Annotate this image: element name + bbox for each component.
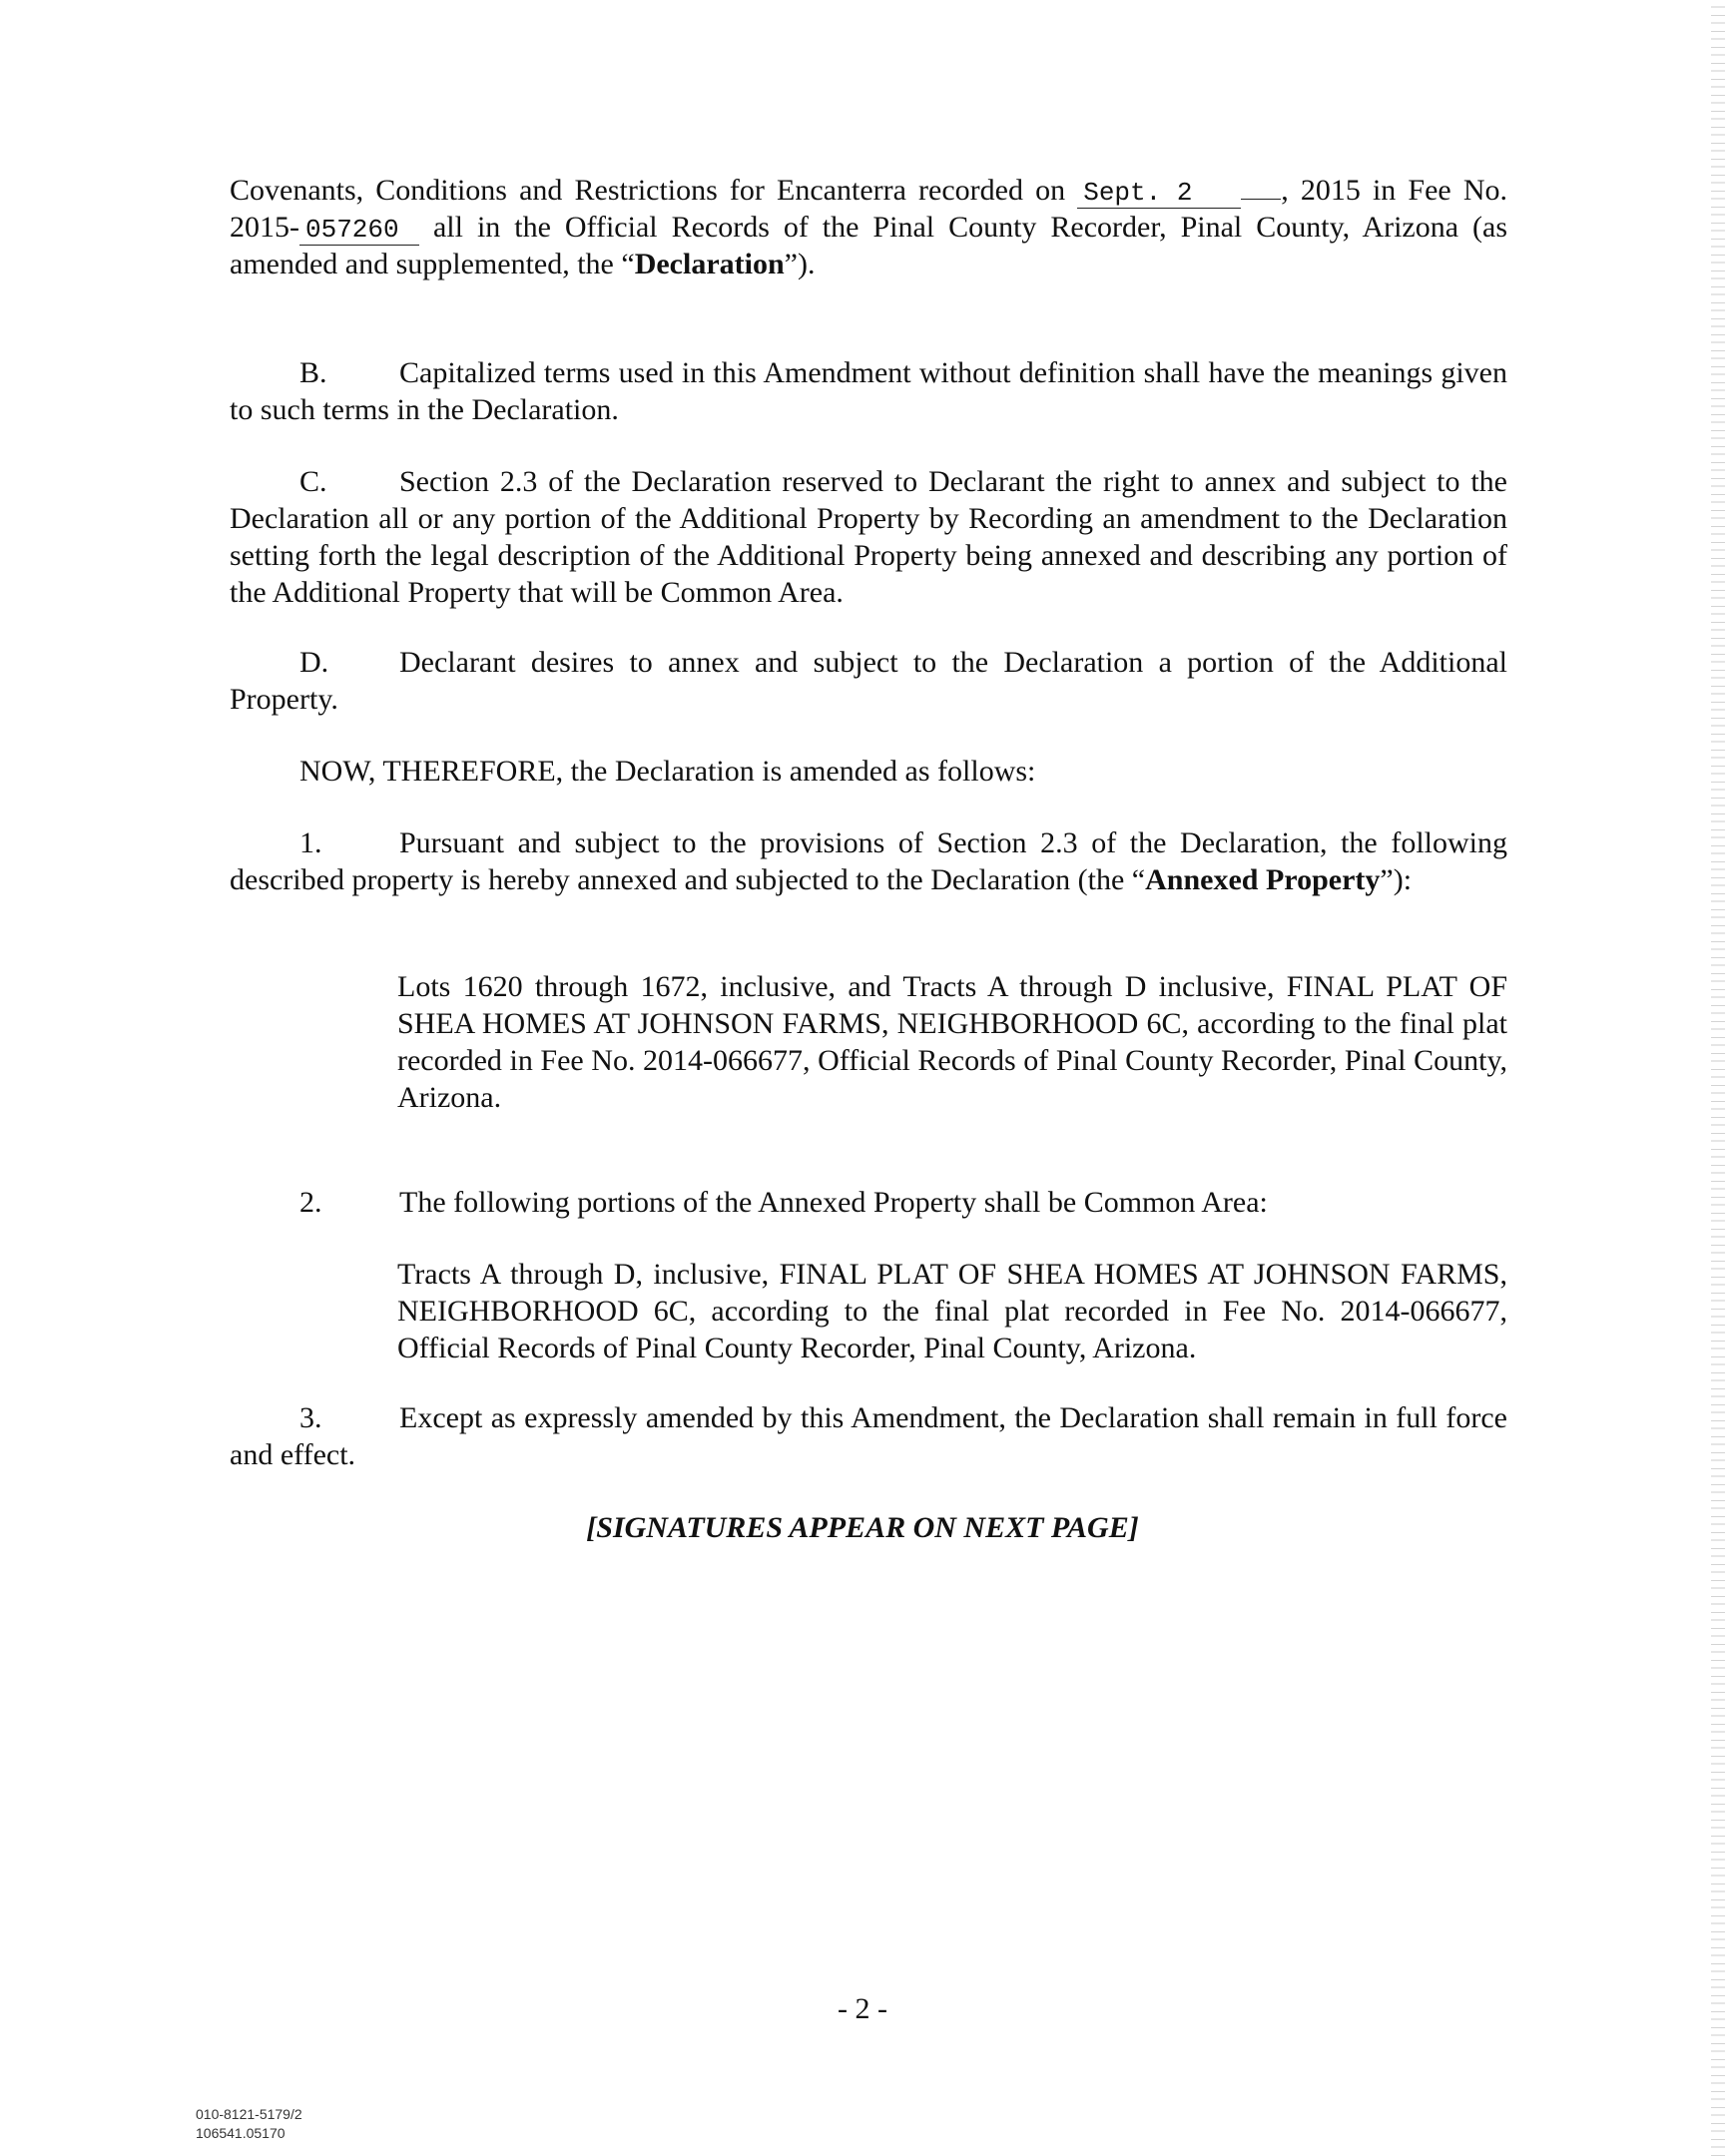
section-2-marker: 2. bbox=[299, 1186, 322, 1219]
page-number: - 2 - bbox=[838, 1992, 887, 2025]
section-1-legal-description: Lots 1620 through 1672, inclusive, and Tracts A through D inclusive, FINAL PLAT OF SHEA HOMES AT JOHNSON FARMS, NEIGHBORHOOD 6C, according to the final plat recorded in Fee No. 2014-066677, Official Records of Pinal County Recorder, Pinal County, Arizona. bbox=[397, 970, 1507, 1114]
recital-d-marker: D. bbox=[299, 646, 329, 679]
recital-a-text-1: Covenants, Conditions and Restrictions for Encanterra recorded on bbox=[230, 174, 1066, 207]
section-2 bbox=[230, 1184, 1507, 1221]
document-id-2: 106541.05170 bbox=[196, 2125, 286, 2141]
recital-c-text: Section 2.3 of the Declaration reserved to Declarant the right to annex and subject to the Declaration all or any portion of the Additional Property by Recording an amendment to the Declaration setting forth the legal description of the Additional Property being annexed and describing any portion of the Additional Property that will be Common Area. bbox=[230, 465, 1507, 609]
declaration-term: Declaration bbox=[634, 248, 785, 280]
section-3 bbox=[230, 1399, 1507, 1473]
recital-a-text-4: ”). bbox=[784, 248, 816, 280]
annexed-property-term: Annexed Property bbox=[1145, 863, 1381, 896]
fee-number-field: 057260 bbox=[299, 215, 419, 246]
section-3-text: Except as expressly amended by this Amendment, the Declaration shall remain in full force and effect. bbox=[230, 1401, 1507, 1471]
signature-note: [SIGNATURES APPEAR ON NEXT PAGE] bbox=[586, 1511, 1139, 1544]
recital-c-marker: C. bbox=[299, 465, 327, 498]
section-1-marker: 1. bbox=[299, 826, 322, 859]
recital-a bbox=[230, 172, 1507, 282]
section-2-legal-description: Tracts A through D, inclusive, FINAL PLAT OF SHEA HOMES AT JOHNSON FARMS, NEIGHBORHOOD 6C, according to the final plat recorded in Fee No. 2014-066677, Official Records of Pinal County Recorder, Pinal County, Arizona. bbox=[397, 1258, 1507, 1364]
document-id-1: 010-8121-5179/2 bbox=[196, 2106, 302, 2122]
section-1-text-end: ”): bbox=[1380, 863, 1413, 896]
recorded-date-field: Sept. 2 bbox=[1077, 178, 1241, 209]
recital-a-text-2: , 2015 in Fee No. 2015- bbox=[230, 174, 1507, 244]
recital-a-text-3: all in the Official Records of the Pinal County Recorder, Pinal County, Arizona (as amended and supplemented, the “ bbox=[230, 211, 1508, 280]
section-1 bbox=[230, 824, 1507, 898]
recital-b-text: Capitalized terms used in this Amendment without definition shall have the meanings given to such terms in the Declaration. bbox=[230, 356, 1507, 426]
recital-c bbox=[230, 463, 1507, 611]
recital-d-text: Declarant desires to annex and subject to the Declaration a portion of the Additional Property. bbox=[230, 646, 1507, 716]
recorded-date-blank bbox=[1241, 199, 1281, 200]
recital-b-marker: B. bbox=[299, 356, 327, 389]
recital-b bbox=[230, 354, 1507, 428]
recital-d bbox=[230, 644, 1507, 718]
section-1-text: Pursuant and subject to the provisions of Section 2.3 of the Declaration, the following described property is hereby annexed and subjected to the Declaration (the “ bbox=[230, 826, 1507, 896]
section-3-marker: 3. bbox=[299, 1401, 322, 1434]
now-therefore-clause: NOW, THEREFORE, the Declaration is amended as follows: bbox=[299, 755, 1036, 788]
scan-edge-artifact bbox=[1711, 0, 1725, 2156]
section-2-text: The following portions of the Annexed Property shall be Common Area: bbox=[399, 1186, 1268, 1219]
